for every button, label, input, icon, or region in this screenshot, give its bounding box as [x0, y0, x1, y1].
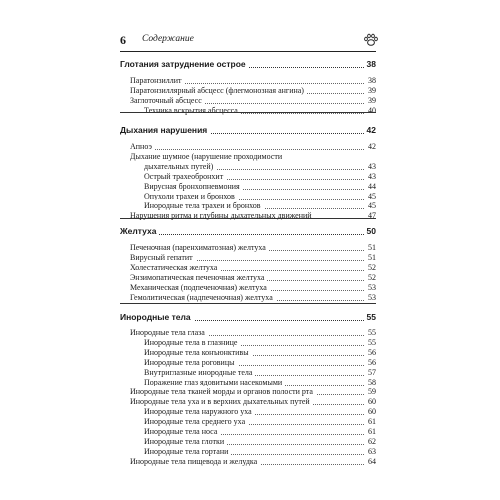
section-title: Глотания затруднение острое	[120, 58, 249, 71]
page-number: 6	[120, 33, 126, 47]
entry-title: Инородные тела носа	[144, 426, 220, 437]
entry-title: Нарушения ритма и глубины дыхательных движений	[130, 210, 315, 221]
entry-title: Инородные тела конъюнктивы	[144, 347, 252, 358]
page-ref: 64	[365, 456, 376, 467]
page-ref: 53	[365, 282, 376, 293]
page-ref: 43	[365, 171, 376, 182]
entry-title: Вирусная бронхопневмония	[144, 181, 243, 192]
running-title: Содержание	[142, 34, 194, 44]
page-ref: 52	[365, 272, 376, 283]
page-ref: 56	[365, 357, 376, 368]
entry-title: Энзимопатическая печеночная желтуха	[130, 272, 267, 283]
toc-entry	[120, 456, 376, 467]
entry-title: Техника вскрытия абсцесса	[144, 105, 241, 116]
paw-print-icon	[363, 33, 379, 47]
entry-title: Печеночная (паренхиматозная) желтуха	[130, 242, 269, 253]
page-ref: 50	[364, 225, 376, 238]
entry-title: Апноэ	[130, 141, 155, 152]
entry-title: Паратонзиллит	[130, 75, 185, 86]
toc-section-heading	[120, 311, 376, 324]
page-ref: 63	[365, 446, 376, 457]
section-title: Инородные тела	[120, 311, 194, 324]
entry-title: Инородные тела гортани	[144, 446, 231, 457]
entry-title: дыхательных путей)	[144, 161, 216, 172]
page-ref: 42	[365, 141, 376, 152]
entry-title: Внутриглазные инородные тела	[144, 367, 255, 378]
page-ref: 60	[365, 406, 376, 417]
entry-title: Инородные тела глаза	[130, 327, 208, 338]
toc-entry	[120, 292, 376, 303]
entry-title: Инородные тела глотки	[144, 436, 227, 447]
page-ref: 55	[365, 337, 376, 348]
page-ref: 58	[365, 377, 376, 388]
page-ref: 51	[365, 252, 376, 263]
entry-title: Опухоли трахеи и бронхов	[144, 191, 238, 202]
section-divider	[120, 112, 376, 113]
entry-title: Инородные тела трахеи и бронхов	[144, 200, 264, 211]
section-divider	[120, 218, 376, 219]
page-ref: 40	[365, 105, 376, 116]
page-ref: 43	[365, 161, 376, 172]
header-rule	[120, 51, 376, 52]
page-ref: 51	[365, 242, 376, 253]
entry-title: Дыхание шумное (нарушение проходимости	[130, 151, 285, 162]
page-ref: 60	[365, 396, 376, 407]
page-ref: 45	[365, 200, 376, 211]
page-ref: 47	[365, 210, 376, 221]
entry-title: Инородные тела тканей морды и органов полости рта	[130, 386, 316, 397]
page-ref: 39	[365, 85, 376, 96]
page-ref: 52	[365, 262, 376, 273]
page-ref: 53	[365, 292, 376, 303]
toc-entry	[120, 105, 376, 116]
page-ref: 38	[364, 58, 376, 71]
page-header	[120, 33, 385, 49]
entry-title: Инородные тела в глазнице	[144, 337, 240, 348]
page-ref: 62	[365, 436, 376, 447]
page-ref: 38	[365, 75, 376, 86]
entry-title: Механическая (подпеченочная) желтуха	[130, 282, 270, 293]
entry-title: Острый трахеобронхит	[144, 171, 226, 182]
entry-title: Холестатическая желтуха	[130, 262, 220, 273]
toc-section-heading	[120, 58, 376, 71]
entry-title: Гемолитическая (надпеченочная) желтуха	[130, 292, 276, 303]
section-divider	[120, 303, 376, 304]
entry-title: Инородные тела наружного уха	[144, 406, 255, 417]
page-ref: 61	[365, 416, 376, 427]
page-ref: 57	[365, 367, 376, 378]
section-title: Дыхания нарушения	[120, 124, 210, 137]
page-ref: 56	[365, 347, 376, 358]
entry-title: Вирусный гепатит	[130, 252, 196, 263]
toc-section-heading	[120, 124, 376, 137]
section-title: Желтуха	[120, 225, 159, 238]
entry-title: Поражение глаз ядовитыми насекомыми	[144, 377, 285, 388]
page-ref: 39	[365, 95, 376, 106]
page-ref: 59	[365, 386, 376, 397]
page-ref: 44	[365, 181, 376, 192]
page-ref: 45	[365, 191, 376, 202]
page-ref: 61	[365, 426, 376, 437]
page-ref: 42	[364, 124, 376, 137]
entry-title: Инородные тела роговицы	[144, 357, 238, 368]
toc-entry	[120, 210, 376, 221]
entry-title: Инородные тела пищевода и желудка	[130, 456, 260, 467]
entry-title: Паратонзиллярный абсцесс (флегмонозная ангина)	[130, 85, 307, 96]
entry-title: Заглоточный абсцесс	[130, 95, 205, 106]
toc-section-heading	[120, 225, 376, 238]
page-ref: 55	[365, 327, 376, 338]
entry-title: Инородные тела уха и в верхних дыхательных путей	[130, 396, 313, 407]
leader-dots	[130, 149, 376, 150]
entry-title: Инородные тела среднего уха	[144, 416, 248, 427]
page-ref: 55	[364, 311, 376, 324]
